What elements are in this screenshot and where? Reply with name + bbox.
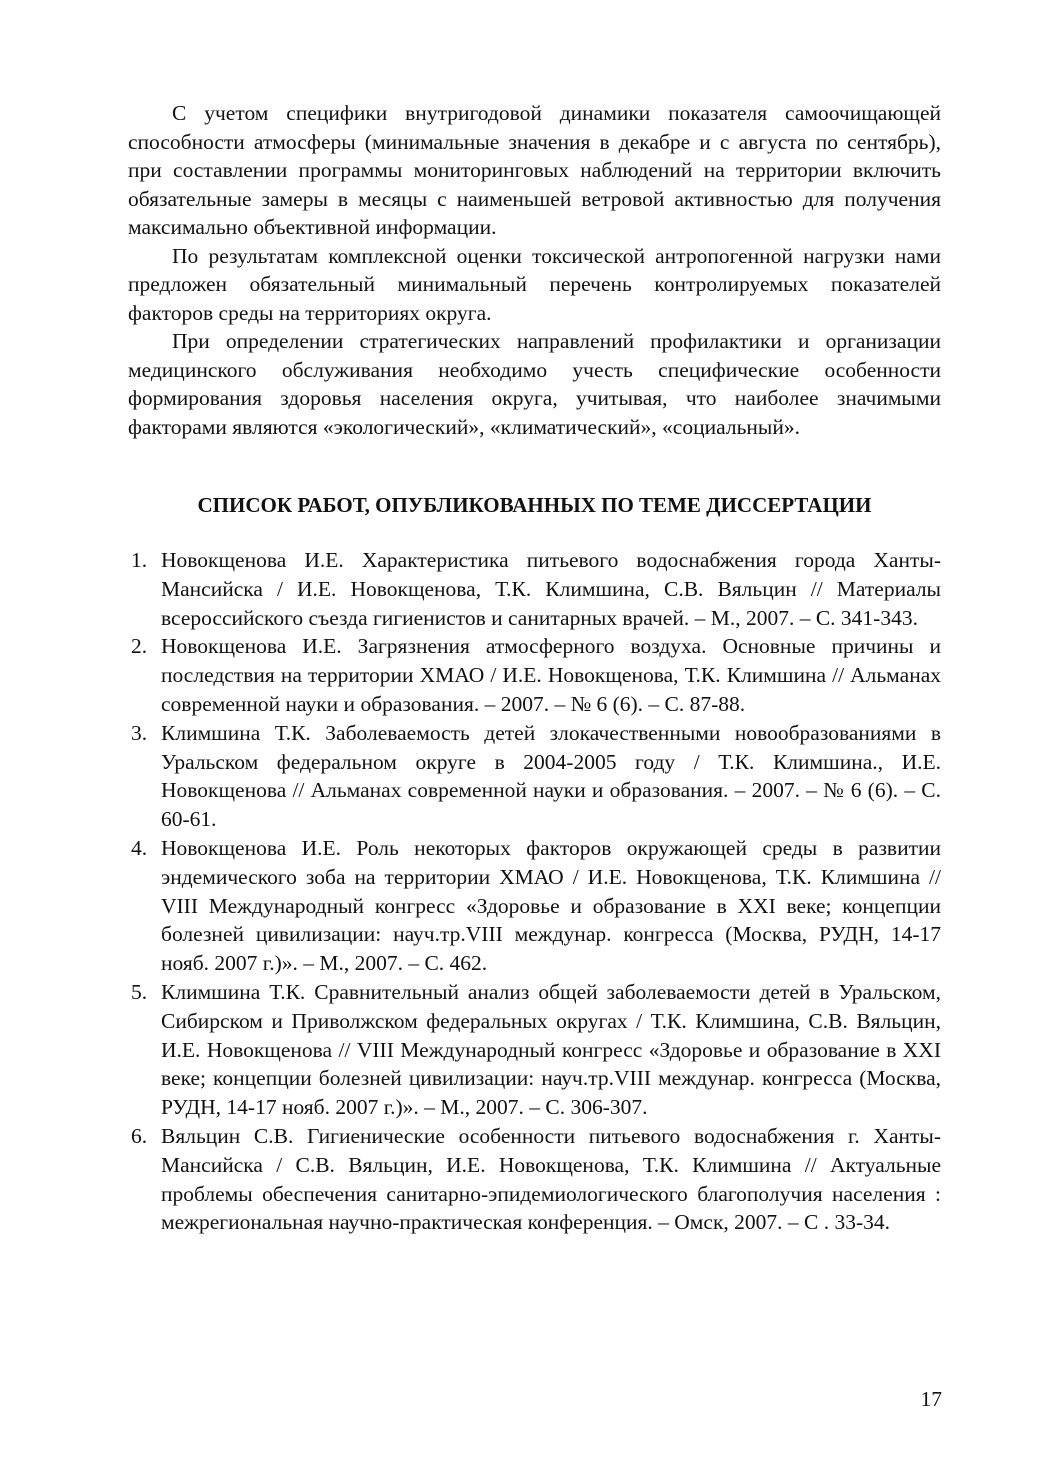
page-number: 17 (920, 1387, 942, 1411)
publications-heading: СПИСОК РАБОТ, ОПУБЛИКОВАННЫХ ПО ТЕМЕ ДИССЕРТАЦИИ (197, 493, 872, 517)
publication-item (128, 719, 941, 834)
publication-number: 6. (131, 1123, 148, 1148)
publications-list (128, 546, 941, 1237)
publication-number: 4. (131, 835, 148, 860)
publication-text: Новокщенова И.Е. Характеристика питьевого водоснабжения города Ханты-Мансийска / И.Е. Новокщенова, Т.К. Климшина, С.В. Вяльцин // Материалы всероссийского съезда гигиенистов и санитарных врачей. – М., 2007. – С. 341-343. (161, 548, 941, 630)
publication-text: Новокщенова И.Е. Загрязнения атмосферного воздуха. Основные причины и последствия на территории ХМАО / И.Е. Новокщенова, Т.К. Климшина // Альманах современной науки и образования. – 2007. – № 6 (6). – С. 87-88. (161, 634, 941, 716)
publication-number: 3. (131, 720, 148, 745)
publication-item (128, 632, 941, 718)
publication-text: Климшина Т.К. Сравнительный анализ общей заболеваемости детей в Уральском, Сибирском и Приволжском федеральных округах / Т.К. Климшина, С.В. Вяльцин, И.Е. Новокщенова // VIII Международный конгресс «Здоровье и образование в XXI веке; концепции болезней цивилизации: науч.тр.VIII междунар. конгресса (Москва, РУДН, 14-17 нояб. 2007 г.)». – М., 2007. – С. 306-307. (161, 979, 941, 1120)
body-paragraph-3: При определении стратегических направлений профилактики и организации медицинского обслуживания необходимо учесть специфические особенности формирования здоровья населения округа, учитывая, что наиболее значимыми факторами являются «экологический», «климатический», «социальный». (128, 329, 941, 439)
publication-item (128, 546, 941, 632)
body-paragraph-2: По результатам комплексной оценки токсической антропогенной нагрузки нами предложен обязательный минимальный перечень контролируемых показателей факторов среды на территориях округа. (128, 243, 941, 325)
body-paragraph-1: С учетом специфики внутригодовой динамики показателя самоочищающей способности атмосферы (минимальные значения в декабре и с августа по сентябрь), при составлении программы мониторинговых наблюдений на территории включить обязательные замеры в месяцы с наименьшей ветровой активностью для получения максимально объективной информации. (128, 101, 941, 239)
publication-text: Новокщенова И.Е. Роль некоторых факторов окружающей среды в развитии эндемического зоба на территории ХМАО / И.Е. Новокщенова, Т.К. Климшина // VIII Международный конгресс «Здоровье и образование в XXI веке; концепции болезней цивилизации: науч.тр.VIII междунар. конгресса (Москва, РУДН, 14-17 нояб. 2007 г.)». – М., 2007. – С. 462. (161, 835, 941, 976)
publication-number: 2. (131, 634, 148, 659)
publication-number: 1. (131, 548, 148, 572)
publication-number: 5. (131, 979, 148, 1004)
publication-item (128, 978, 941, 1122)
publication-text: Климшина Т.К. Заболеваемость детей злокачественными новообразованиями в Уральском федеральном округе в 2004-2005 году / Т.К. Климшина., И.Е. Новокщенова // Альманах современной науки и образования. – 2007. – № 6 (6). – С. 60-61. (161, 720, 941, 832)
publication-item (128, 1122, 941, 1237)
publication-text: Вяльцин С.В. Гигиенические особенности питьевого водоснабжения г. Ханты-Мансийска / С.В. Вяльцин, И.Е. Новокщенова, Т.К. Климшина // Актуальные проблемы обеспечения санитарно-эпидемиологического благополучия населения : межрегиональная научно-практическая конференция. – Омск, 2007. – С . 33-34. (161, 1123, 941, 1235)
publication-item (128, 834, 941, 978)
document-page (128, 99, 941, 1237)
